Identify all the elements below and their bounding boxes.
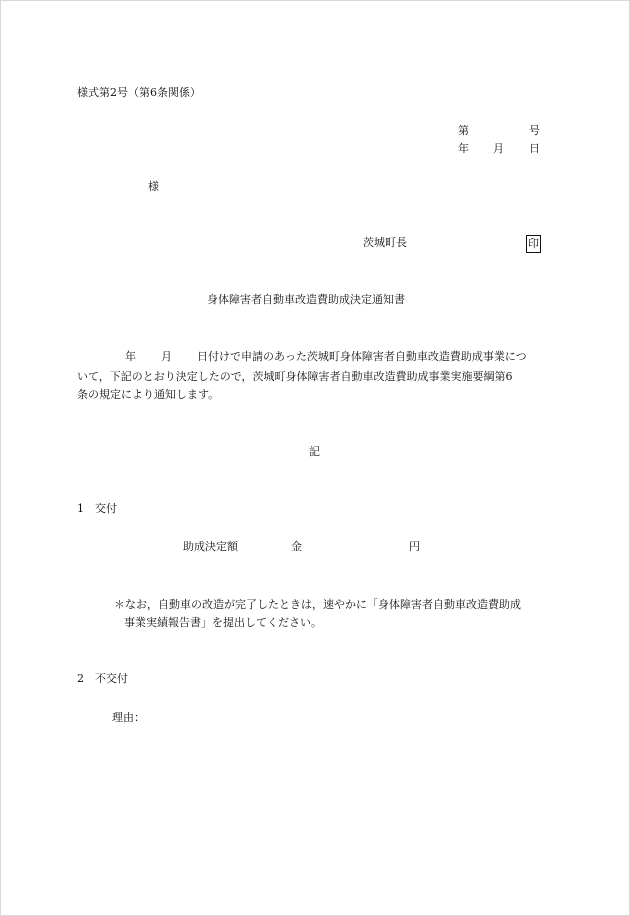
date-day: 日 — [529, 142, 540, 155]
date-year: 年 — [458, 142, 469, 155]
amount-label: 助成決定額 — [183, 540, 238, 553]
note-line1: ＊なお，自動車の改造が完了したときは，速やかに「身体障害者自動車改造費助成 — [114, 598, 521, 611]
seal-mark: 印 — [526, 235, 541, 253]
body-month: 月 — [161, 350, 172, 363]
body-year: 年 — [125, 350, 136, 363]
amount-kin: 金 — [291, 540, 302, 553]
date-month: 月 — [493, 142, 504, 155]
section1-heading: 1 交付 — [77, 502, 117, 515]
issuer-title: 茨城町長 — [363, 236, 407, 249]
body-line1: 日付けで申請のあった茨城町身体障害者自動車改造費助成事業につ — [197, 350, 527, 363]
addressee-sama: 様 — [148, 180, 159, 193]
ki-heading: 記 — [309, 445, 320, 458]
note-line2: 事業実績報告書」を提出してください。 — [124, 616, 322, 629]
form-label: 様式第2号（第6条関係） — [77, 86, 201, 99]
section2-heading: 2 不交付 — [77, 672, 128, 685]
doc-number-go: 号 — [529, 124, 540, 137]
doc-number-dai: 第 — [458, 124, 469, 137]
amount-yen: 円 — [409, 540, 420, 553]
body-line2: いて，下記のとおり決定したので，茨城町身体障害者自動車改造費助成事業実施要綱第6 — [77, 370, 513, 383]
reason-label: 理由： — [112, 711, 145, 724]
document-title: 身体障害者自動車改造費助成決定通知書 — [207, 293, 405, 306]
body-line3: 条の規定により通知します。 — [77, 388, 220, 401]
